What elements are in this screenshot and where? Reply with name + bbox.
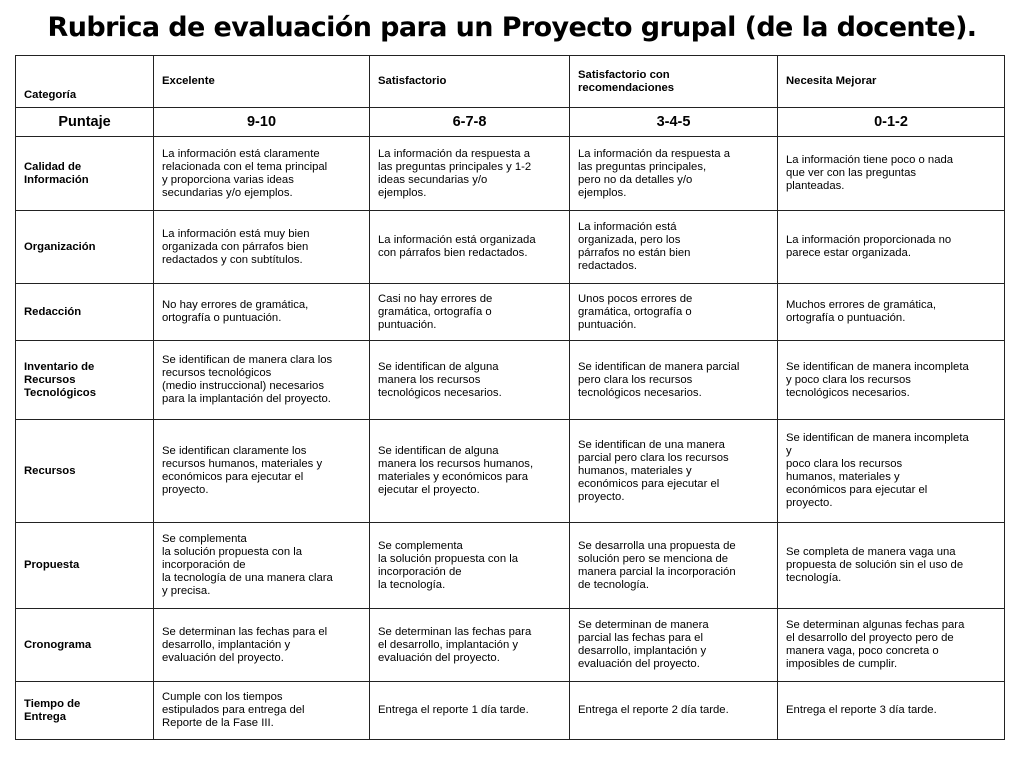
header-row — [16, 56, 1005, 108]
criteria-cell: Se identifican de alguna manera los recursos tecnológicos necesarios. — [370, 341, 570, 420]
score-necesita-mejorar: 0-1-2 — [778, 108, 1005, 137]
criteria-cell: La información está claramente relacionada con el tema principal y proporciona varias ideas secundarias y/o ejemplos. — [154, 137, 370, 211]
criteria-cell: Se identifican de manera parcial pero clara los recursos tecnológicos necesarios. — [570, 341, 778, 420]
table-row — [16, 523, 1005, 609]
category-cell: Recursos — [16, 420, 154, 523]
criteria-cell: Se determinan de manera parcial las fechas para el desarrollo, implantación y evaluación del proyecto. — [570, 609, 778, 682]
category-cell: Tiempo de Entrega — [16, 682, 154, 740]
category-cell: Organización — [16, 211, 154, 284]
criteria-cell: Casi no hay errores de gramática, ortografía o puntuación. — [370, 284, 570, 341]
table-row — [16, 211, 1005, 284]
criteria-cell: Entrega el reporte 2 día tarde. — [570, 682, 778, 740]
table-row — [16, 137, 1005, 211]
criteria-cell: La información está organizada, pero los párrafos no están bien redactados. — [570, 211, 778, 284]
category-cell: Cronograma — [16, 609, 154, 682]
criteria-cell: Se completa de manera vaga una propuesta de solución sin el uso de tecnología. — [778, 523, 1005, 609]
table-row — [16, 420, 1005, 523]
criteria-cell: La información da respuesta a las preguntas principales, pero no da detalles y/o ejemplos. — [570, 137, 778, 211]
criteria-cell: Se identifican de manera clara los recursos tecnológicos (medio instruccional) necesarios para la implantación del proyecto. — [154, 341, 370, 420]
criteria-cell: Se desarrolla una propuesta de solución pero se menciona de manera parcial la incorporación de tecnología. — [570, 523, 778, 609]
criteria-cell: Muchos errores de gramática, ortografía o puntuación. — [778, 284, 1005, 341]
category-cell: Inventario de Recursos Tecnológicos — [16, 341, 154, 420]
criteria-cell: Se complementa la solución propuesta con la incorporación de la tecnología de una manera clara y precisa. — [154, 523, 370, 609]
criteria-cell: Entrega el reporte 3 día tarde. — [778, 682, 1005, 740]
criteria-cell: Se identifican de una manera parcial pero clara los recursos humanos, materiales y económicos para ejecutar el proyecto. — [570, 420, 778, 523]
category-cell: Propuesta — [16, 523, 154, 609]
criteria-cell: Se determinan algunas fechas para el desarrollo del proyecto pero de manera vaga, poco concreta o imposibles de cumplir. — [778, 609, 1005, 682]
table-row — [16, 682, 1005, 740]
table-row — [16, 609, 1005, 682]
criteria-cell: Se identifican de manera incompleta y poco clara los recursos humanos, materiales y económicos para ejecutar el proyecto. — [778, 420, 1005, 523]
criteria-cell: Se identifican de alguna manera los recursos humanos, materiales y económicos para ejecutar el proyecto. — [370, 420, 570, 523]
header-satisfactorio: Satisfactorio — [370, 56, 570, 108]
table-row — [16, 341, 1005, 420]
criteria-cell: La información da respuesta a las preguntas principales y 1-2 ideas secundarias y/o ejemplos. — [370, 137, 570, 211]
score-row — [16, 108, 1005, 137]
criteria-cell: No hay errores de gramática, ortografía o puntuación. — [154, 284, 370, 341]
score-label: Puntaje — [16, 108, 154, 137]
header-satisfactorio-recomendaciones: Satisfactorio con recomendaciones — [570, 56, 778, 108]
criteria-cell: Se identifican claramente los recursos humanos, materiales y económicos para ejecutar el proyecto. — [154, 420, 370, 523]
criteria-cell: Cumple con los tiempos estipulados para entrega del Reporte de la Fase III. — [154, 682, 370, 740]
criteria-cell: Unos pocos errores de gramática, ortografía o puntuación. — [570, 284, 778, 341]
criteria-cell: Entrega el reporte 1 día tarde. — [370, 682, 570, 740]
category-cell: Redacción — [16, 284, 154, 341]
criteria-cell: La información tiene poco o nada que ver con las preguntas planteadas. — [778, 137, 1005, 211]
criteria-cell: La información está organizada con párrafos bien redactados. — [370, 211, 570, 284]
criteria-cell: La información proporcionada no parece estar organizada. — [778, 211, 1005, 284]
criteria-cell: Se determinan las fechas para el desarrollo, implantación y evaluación del proyecto. — [370, 609, 570, 682]
criteria-cell: Se complementa la solución propuesta con la incorporación de la tecnología. — [370, 523, 570, 609]
rubric-table — [15, 55, 1005, 740]
category-cell: Calidad de Información — [16, 137, 154, 211]
criteria-cell: Se identifican de manera incompleta y poco clara los recursos tecnológicos necesarios. — [778, 341, 1005, 420]
criteria-cell: Se determinan las fechas para el desarrollo, implantación y evaluación del proyecto. — [154, 609, 370, 682]
score-excelente: 9-10 — [154, 108, 370, 137]
score-satisfactorio: 6-7-8 — [370, 108, 570, 137]
header-necesita-mejorar: Necesita Mejorar — [778, 56, 1005, 108]
header-categoria: Categoría — [16, 56, 154, 108]
criteria-cell: La información está muy bien organizada con párrafos bien redactados y con subtítulos. — [154, 211, 370, 284]
page-title: Rubrica de evaluación para un Proyecto grupal (de la docente). — [47, 12, 977, 43]
score-satisfactorio-recomendaciones: 3-4-5 — [570, 108, 778, 137]
header-excelente: Excelente — [154, 56, 370, 108]
table-row — [16, 284, 1005, 341]
